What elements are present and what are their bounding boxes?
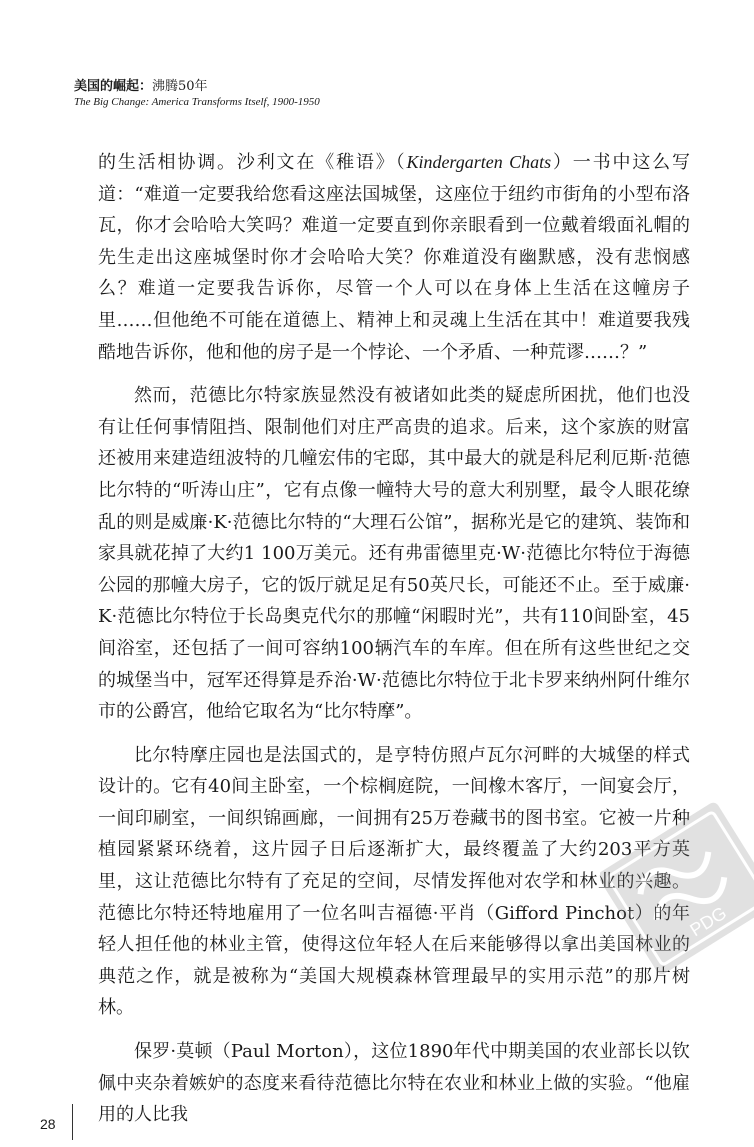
book-title-cn: [74, 78, 320, 95]
paragraph-3: 比尔特摩庄园也是法国式的，是亨特仿照卢瓦尔河畔的大城堡的样式设计的。它有40间主卧室，一个棕榈庭院，一间橡木客厅，一间宴会厅，一间印刷室，一间织锦画廊，一间拥有25万卷藏书的图书室。它被一片种植园紧紧环绕着，这片园子日后逐渐扩大，最终覆盖了大约203平方英里，这让范德比尔特有了充足的空间，尽情发挥他对农学和林业的兴趣。范德比尔特还特地雇用了一位名叫吉福德·平肖（Gifford Pinchot）的年轻人担任他的林业主管，使得这位年轻人在后来能够得以拿出美国林业的典范之作，就是被称为“美国大规模森林管理最早的实用示范”的那片树林。: [98, 744, 690, 1019]
book-title-cn-rest: 沸腾50年: [152, 79, 208, 94]
page-number: 28: [40, 1116, 56, 1132]
page-number-rule: [72, 1104, 73, 1140]
book-title-en: The Big Change: America Transforms Itself, 1900-1950: [74, 96, 320, 108]
book-title-cn-bold: 美国的崛起：: [74, 79, 153, 94]
paragraph-1-before: 的生活相协调。沙利文在《稚语》（: [98, 152, 407, 173]
watermark-text: PDG: [686, 902, 731, 941]
library-stamp-watermark: [600, 790, 754, 990]
body-text: [98, 147, 690, 1143]
paragraph-4: 保罗·莫顿（Paul Morton），这位1890年代中期美国的农业部长以钦佩中夹杂着嫉妒的态度来看待范德比尔特在农业和林业上做的实验。“他雇用的人比我: [98, 1041, 690, 1126]
paragraph-1: [98, 147, 690, 368]
italic-title: Kindergarten Chats: [406, 152, 552, 172]
paragraph-1-after: ）一书中这么写道：“难道一定要我给您看这座法国城堡，这座位于纽约市街角的小型布洛瓦，你才会哈哈大笑吗？难道一定要直到你亲眼看到一位戴着缎面礼帽的先生走出这座城堡时你才会哈哈大笑？你难道没有幽默感，没有悲悯感么？难道一定要我告诉你，尽管一个人可以在身体上生活在这幢房子里……但他绝不可能在道德上、精神上和灵魂上生活在其中！难道要我残酷地告诉你，他和他的房子是一个悖论、一个矛盾、一种荒谬……？”: [98, 152, 691, 363]
paragraph-2: 然而，范德比尔特家族显然没有被诸如此类的疑虑所困扰，他们也没有让任何事情阻挡、限制他们对庄严高贵的追求。后来，这个家族的财富还被用来建造纽波特的几幢宏伟的宅邸，其中最大的就是科尼利厄斯·范德比尔特的“听涛山庄”，它有点像一幢特大号的意大利别墅，最令人眼花缭乱的则是威廉·K·范德比尔特的“大理石公馆”，据称光是它的建筑、装饰和家具就花掉了大约1 100万美元。还有弗雷德里克·W·范德比尔特位于海德公园的那幢大房子，它的饭厅就足足有50英尺长，可能还不止。至于威廉·K·范德比尔特位于长岛奥克代尔的那幢“闲暇时光”，共有110间卧室，45间浴室，还包括了一间可容纳100辆汽车的车库。但在所有这些世纪之交的城堡当中，冠军还得算是乔治·W·范德比尔特位于北卡罗来纳州阿什维尔市的公爵宫，他给它取名为“比尔特摩”。: [98, 385, 690, 723]
running-header: [74, 78, 320, 110]
